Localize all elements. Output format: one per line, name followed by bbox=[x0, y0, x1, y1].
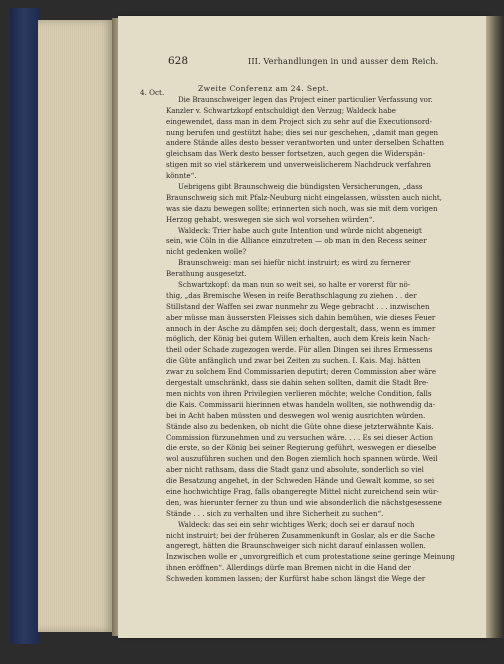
text-line: Uebrigens gibt Braunschweig die bündigsten Versicherungen, „dass bbox=[178, 182, 423, 192]
text-line: Die Braunschweiger legen das Project einer particulier Verfassung vor. bbox=[178, 94, 433, 104]
text-line: nicht gedenken wolle? bbox=[166, 247, 247, 257]
text-line: stigen mit so viel stärkerem und unverweislicherem Nachdruck verfahren bbox=[166, 160, 431, 170]
margin-date: 4. Oct. bbox=[140, 88, 165, 97]
text-line: eingewendet, dass man in dem Project sich zu sehr auf die Executionsord- bbox=[166, 116, 433, 126]
text-line: Braunschweig sich mit Pfalz-Neuburg nicht eingelassen, wüssten auch nicht, bbox=[166, 192, 442, 202]
text-line: Herzog gehabt, weswegen sie sich wol vorsehen würden“. bbox=[166, 214, 375, 224]
text-line: angeregt, hätten die Braunschweiger sich nicht darauf einlassen wollen. bbox=[166, 541, 426, 551]
text-line: die Güte anfänglich und zwar bei Zeiten zu suchen. I. Kais. Maj. hätten bbox=[166, 356, 421, 366]
book-page bbox=[118, 16, 486, 638]
text-line: Kanzler v. Schwartzkopf entschuldigt den Verzug; Waldeck habe bbox=[166, 105, 396, 115]
text-line: Stände also zu bedenken, ob nicht die Güte ohne diese jetzterwähnte Kais. bbox=[166, 421, 434, 431]
text-line: nung berufen und gestützt habe; dies sei nur geschehen, „damit man gegen bbox=[166, 127, 439, 137]
text-line: annoch in der Asche zu dämpfen sei; doch dergestalt, dass, wenn es immer bbox=[166, 323, 436, 333]
text-line: Waldeck: Trier habe auch gute Intention und würde nicht abgeneigt bbox=[178, 225, 422, 235]
text-line: Berathung ausgesetzt. bbox=[166, 269, 247, 279]
text-line: dergestalt umschränkt, dass sie dahin sehen sollten, damit die Stadt Bre- bbox=[166, 378, 429, 388]
text-line: die erste, so der König bei seiner Regierung geführt, weswegen er dieselbe bbox=[166, 443, 437, 453]
text-line: theil oder Schade zugezogen werde. Für allen Dingen sei ihres Ermessens bbox=[166, 345, 433, 355]
text-line: Stände . . . sich zu verhalten und ihre Sicherheit zu suchen“. bbox=[166, 508, 384, 518]
page-edges bbox=[38, 20, 114, 632]
text-line: Inzwischen wolle er „unvorgreiflich et cum protestatione seine geringe Meinung bbox=[166, 552, 455, 562]
facing-page-edge bbox=[486, 16, 504, 638]
text-line: eine hochwichtige Frag, falls obangeregte Mittel nicht zureichend sein wür- bbox=[166, 486, 439, 496]
text-line: Waldeck: das sei ein sehr wichtiges Werk; doch sei er darauf noch bbox=[178, 519, 415, 529]
text-line: was sie dazu bewegen sollte; erinnerten sich noch, was sie mit dem vorigen bbox=[166, 203, 438, 213]
section-heading: Zweite Conferenz am 24. Sept. bbox=[198, 84, 329, 93]
text-line: bei in Acht haben müssten und deswegen wol wenig ausrichten würden. bbox=[166, 410, 426, 420]
text-line: zwar zu solchem End Commissarien deputirt; deren Commission aber wäre bbox=[166, 367, 437, 377]
text-line: die Kais. Commissarii hierinnen etwas handeln wollten, sie nothwendig da- bbox=[166, 399, 436, 409]
running-title: III. Verhandlungen in und ausser dem Reich. bbox=[248, 56, 439, 66]
text-line: andere Stände alles desto besser verantworten und unter derselben Schatten bbox=[166, 138, 445, 148]
page-header bbox=[140, 55, 480, 67]
text-line: thig, „das Bremische Wesen in reife Berathschlagung zu ziehen . . der bbox=[166, 290, 417, 300]
page-number: 628 bbox=[168, 55, 189, 67]
text-line: die Besatzung angehet, in der Schweden Hände und Gewalt komme, so sei bbox=[166, 476, 435, 486]
text-line: möglich, der König bei gutem Willen erhalten, auch dem Kreis kein Nach- bbox=[166, 334, 431, 344]
book-cover bbox=[10, 8, 40, 644]
text-line: Commission fürzunehmen und zu versuchen wäre. . . . Es sei dieser Action bbox=[166, 432, 434, 442]
text-line: den, was hierunter ferner zu thun und wie absonderlich die nächstgesessene bbox=[166, 497, 442, 507]
text-line: Braunschweig: man sei hiefür nicht instruirt; es wird zu fernerer bbox=[178, 258, 411, 268]
text-line: wol auszuführen suchen und den Bogen ziemlich hoch spannen würde. Weil bbox=[166, 454, 438, 464]
text-line: Schwartzkopf: da man nun so weit sei, so halte er vorerst für nö- bbox=[178, 280, 411, 290]
text-line: nicht instruirt; bei der früheren Zusammenkunft in Goslar, als er die Sache bbox=[166, 530, 435, 540]
text-line: könnte“. bbox=[166, 171, 197, 181]
text-line: ihnen eröffnen“. Allerdings dürfe man Bremen nicht in die Hand der bbox=[166, 563, 411, 573]
text-line: aber müsse man äussersten Fleisses sich dahin bemühen, wie dieses Feuer bbox=[166, 312, 436, 322]
text-line: Stillstand der Waffen sei zwar nunmehr zu Wege gebracht . . . inzwischen bbox=[166, 301, 430, 311]
text-line: Schweden kommen lassen; der Kurfürst habe schon längst die Wege der bbox=[166, 574, 426, 584]
body-text bbox=[166, 84, 474, 585]
text-line: gleichsam das Werk desto besser fortsetzen, auch gegen die Widerspän- bbox=[166, 149, 426, 159]
text-line: men nichts von ihren Privilegien verlieren möchte; welche Condition, falls bbox=[166, 388, 432, 398]
text-line: sein, wie Cöln in die Alliance einzutreten — ob man in den Recess seiner bbox=[166, 236, 427, 246]
text-line: aber nicht rathsam, dass die Stadt ganz und absolute, sonderlich so viel bbox=[166, 465, 424, 475]
